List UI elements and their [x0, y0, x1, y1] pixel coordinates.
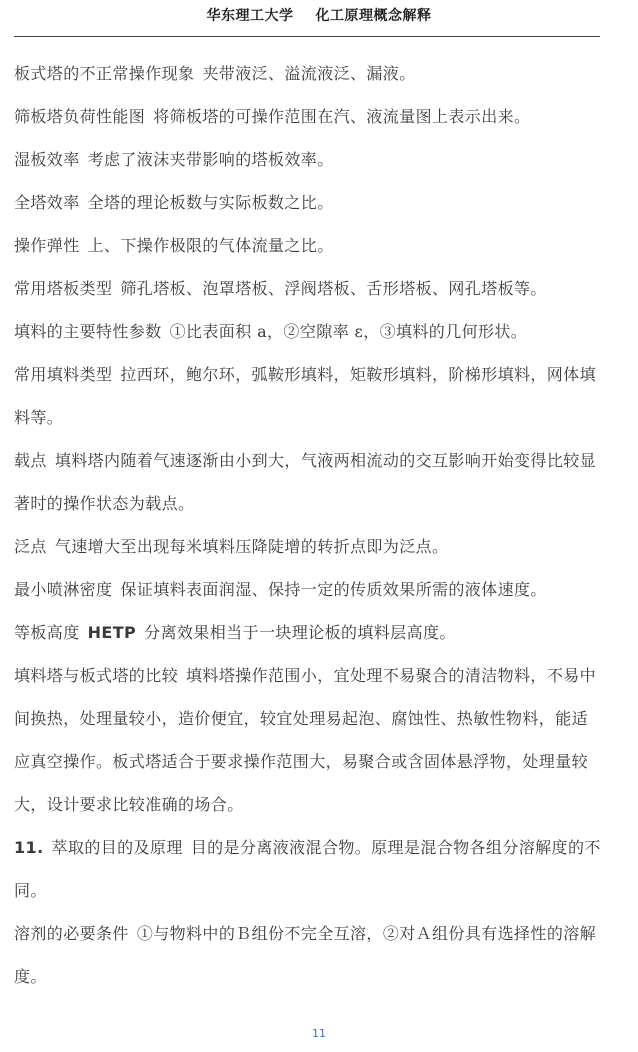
- definition: 填料塔操作范围小，宜处理不易聚合的清洁物料，不易中间换热，处理量较小，造价便宜，较宜处理易起泡、腐蚀性、热敏性物料，能适应真空操作。板式塔适合于要求操作范围大，易聚合或含固体悬浮物，处理量较大，设计要求比较准确的场合。: [14, 666, 597, 814]
- term: 等板高度: [14, 623, 80, 642]
- header-rule: [14, 36, 600, 37]
- definition: 拉西环，鲍尔环，弧鞍形填料，矩鞍形填料，阶梯形填料，网体填料等。: [14, 365, 597, 427]
- definition: 上、下操作极限的气体流量之比。: [87, 236, 334, 255]
- paragraph: [14, 611, 604, 654]
- page-header: [0, 5, 638, 25]
- definition: 考虑了液沫夹带影响的塔板效率。: [87, 150, 334, 169]
- header-school: 华东理工大学: [206, 8, 294, 24]
- paragraph: [14, 439, 604, 525]
- term: 常用填料类型: [14, 365, 113, 384]
- paragraph: [14, 224, 604, 267]
- definition: 分离效果相当于一块理论板的填料层高度。: [144, 623, 456, 642]
- definition: 夹带液泛、溢流液泛、漏液。: [202, 64, 416, 83]
- term: 常用塔板类型: [14, 279, 113, 298]
- paragraph: [14, 310, 604, 353]
- definition: 将筛板塔的可操作范围在汽、液流量图上表示出来。: [153, 107, 531, 126]
- section-number: 11.: [14, 838, 44, 857]
- definition: 全塔的理论板数与实际板数之比。: [87, 193, 334, 212]
- definition: 筛孔塔板、泡罩塔板、浮阀塔板、舌形塔板、网孔塔板等。: [120, 279, 547, 298]
- definition: 填料塔内随着气速逐渐由小到大，气液两相流动的交互影响开始变得比较显著时的操作状态为载点。: [14, 451, 597, 513]
- paragraph: [14, 95, 604, 138]
- term: 填料塔与板式塔的比较: [14, 666, 179, 685]
- paragraph: [14, 181, 604, 224]
- term: 泛点: [14, 537, 47, 556]
- header-title: 化工原理概念解释: [315, 8, 432, 24]
- paragraph: [14, 826, 604, 912]
- term: 湿板效率: [14, 150, 80, 169]
- term-abbreviation: HETP: [87, 623, 137, 642]
- page-number: 11: [312, 1027, 326, 1040]
- definition: 目的是分离液液混合物。原理是混合物各组分溶解度的不同。: [14, 838, 601, 900]
- definition: 保证填料表面润湿、保持一定的传质效果所需的液体速度。: [120, 580, 547, 599]
- term: 操作弹性: [14, 236, 80, 255]
- term: 板式塔的不正常操作现象: [14, 64, 195, 83]
- term: 最小喷淋密度: [14, 580, 113, 599]
- term: 筛板塔负荷性能图: [14, 107, 146, 126]
- paragraph: [14, 353, 604, 439]
- document-body: [14, 52, 604, 998]
- paragraph: [14, 52, 604, 95]
- definition: ①与物料中的Ｂ组份不完全互溶，②对Ａ组份具有选择性的溶解度。: [14, 924, 597, 986]
- term: 萃取的目的及原理: [51, 838, 183, 857]
- paragraph: [14, 568, 604, 611]
- definition: 气速增大至出现每米填料压降陡增的转折点即为泛点。: [54, 537, 449, 556]
- paragraph: [14, 912, 604, 998]
- paragraph: [14, 525, 604, 568]
- term: 填料的主要特性参数: [14, 322, 162, 341]
- paragraph: [14, 654, 604, 826]
- paragraph: [14, 267, 604, 310]
- term: 载点: [14, 451, 47, 470]
- term: 全塔效率: [14, 193, 80, 212]
- paragraph: [14, 138, 604, 181]
- term: 溶剂的必要条件: [14, 924, 129, 943]
- definition: ①比表面积 a，②空隙率 ε，③填料的几何形状。: [169, 322, 528, 341]
